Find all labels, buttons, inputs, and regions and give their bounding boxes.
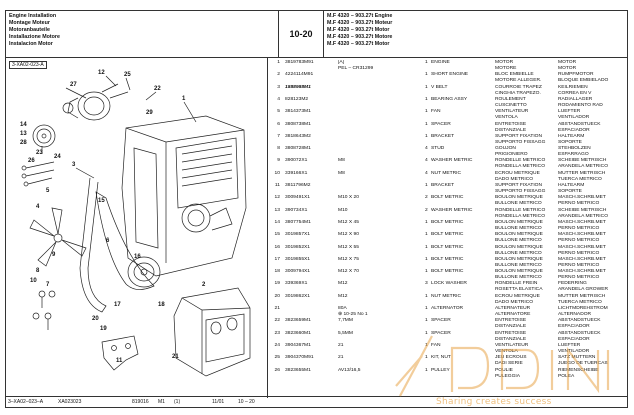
- part-item-number: 12: [274, 195, 280, 201]
- part-quantity: 1: [425, 342, 428, 348]
- parts-row: [268, 85, 627, 97]
- parts-row: [268, 294, 627, 306]
- part-number: 3807754M1: [285, 219, 311, 225]
- header-title-de: Motoranbauteile: [9, 27, 50, 33]
- part-item-number: 14: [274, 219, 280, 225]
- part-description-fr-it: BOULON METRIQUE BULLONE METRICO: [495, 244, 543, 256]
- part-remarks: M12 X 55: [338, 244, 359, 250]
- callout-14: 14: [20, 122, 27, 128]
- part-description-fr-it: MOTOR MOTORE: [495, 60, 517, 71]
- callout-2: 2: [202, 282, 206, 288]
- part-description-fr-it: RONDELLE FREIN ROSETTA ELASTICA: [495, 281, 543, 293]
- part-description-en: PULLEY: [431, 367, 450, 373]
- part-quantity: 1: [425, 219, 428, 225]
- exploded-engine-drawing: [6, 58, 268, 398]
- part-item-number: 23: [274, 330, 280, 336]
- part-description-de-es: RIEMENSCHEIBE POLEA: [558, 367, 599, 379]
- part-number: 339166X1: [285, 170, 308, 176]
- page-frame: [5, 10, 628, 408]
- part-description-de-es: SATZ MUTTERN JUEGO DE TUERCAS: [558, 355, 608, 367]
- callout-22: 22: [154, 86, 161, 92]
- part-description-de-es: RUMPFMOTOR BLOQUE EMBIELADO: [558, 72, 609, 84]
- part-item-number: 20: [274, 293, 280, 299]
- parts-row: [268, 232, 627, 244]
- part-description-fr-it: ECROU METRIQUE DADO METRICO: [495, 293, 540, 305]
- part-description-en: WASHER METRIC: [431, 158, 473, 164]
- part-description-de-es: FEDERRING ARANDELA GROWER: [558, 281, 609, 293]
- parts-row: [268, 343, 627, 355]
- part-quantity: 1: [425, 84, 428, 90]
- callout-21: 21: [172, 354, 179, 360]
- part-description-en: BRACKET: [431, 183, 455, 188]
- callout-15: 15: [98, 198, 105, 204]
- part-item-number: 8: [277, 146, 280, 152]
- part-description-en: BOLT METRIC: [431, 256, 464, 262]
- part-item-number: 7: [277, 133, 280, 139]
- callout-4: 4: [36, 204, 40, 210]
- part-quantity: 1: [425, 109, 428, 115]
- callout-16: 16: [134, 254, 141, 260]
- part-description-de-es: LICHTMDREHSTROM ALTERNADOR: [558, 306, 608, 317]
- part-quantity: 1: [425, 293, 428, 299]
- part-number: 339369X1: [285, 281, 308, 287]
- callout-28: 28: [20, 140, 27, 146]
- part-number: 3808738M1: [285, 121, 311, 127]
- part-item-number: 18: [274, 269, 280, 275]
- part-item-number: 17: [274, 256, 280, 262]
- part-description-de-es: ABSTANDSTUECK ESPACIADOR: [558, 318, 601, 330]
- part-remarks: M12: [338, 293, 348, 299]
- part-description-fr-it: POULIE PULEGGIA: [495, 367, 521, 379]
- parts-row: [268, 331, 627, 343]
- part-quantity: 1: [425, 306, 428, 311]
- part-remarks: [A] PEL – CR31299: [338, 60, 374, 71]
- part-description-fr-it: RONDELLE METRICO RONDELLA METRICO: [495, 207, 546, 219]
- part-quantity: 1: [425, 244, 428, 250]
- part-description-en: SPACER: [431, 318, 451, 324]
- part-item-number: 21: [274, 306, 280, 311]
- part-description-en: ALTERNATOR: [431, 306, 464, 311]
- callout-9: 9: [52, 252, 56, 258]
- parts-row: [268, 245, 627, 257]
- part-quantity: 1: [425, 133, 428, 139]
- parts-row: [268, 72, 627, 84]
- part-description-en: SPACER: [431, 330, 451, 336]
- callout-5: 5: [46, 188, 50, 194]
- callout-24: 24: [54, 154, 61, 160]
- part-description-de-es: MUTTER METRISCH TUERCA METRICO: [558, 293, 606, 305]
- model-title-fr: M.F 4320 – 903.27t Moteur: [327, 20, 393, 26]
- part-remarks: M8: [338, 158, 345, 164]
- part-description-fr-it: VENTILATEUR VENTOLA: [495, 109, 529, 121]
- part-description-de-es: HALTEARM SOPORTE: [558, 183, 585, 194]
- part-item-number: 22: [274, 318, 280, 324]
- parts-row: [268, 257, 627, 269]
- part-description-de-es: MASCH.SCHRB.MET PERNO METRICO: [558, 269, 606, 281]
- part-quantity: 4: [425, 146, 428, 152]
- parts-row: [268, 220, 627, 232]
- part-description-fr-it: BOULON METRIQUE BULLONE METRICO: [495, 232, 543, 244]
- part-description-fr-it: VENTILATEUR VENTOLA: [495, 342, 529, 354]
- part-description-fr-it: ROULEMENT CUSCINETTO: [495, 96, 527, 108]
- callout-25: 25: [124, 72, 131, 78]
- part-number: 3823655M1: [285, 367, 311, 373]
- part-number: 3019852X1: [285, 244, 311, 250]
- header-titles-right: [324, 11, 627, 58]
- parts-row: [268, 208, 627, 220]
- part-description-de-es: MASCH.SCHRB.MET PERNO METRICO: [558, 256, 606, 268]
- part-description-fr-it: SUPPORT FIXATION SUPPORTO FISSAGG: [495, 183, 546, 194]
- part-description-fr-it: ENTRETOISE DISTANZIALE: [495, 121, 527, 133]
- callout-8: 8: [36, 268, 40, 274]
- part-quantity: 1: [425, 256, 428, 262]
- part-description-fr-it: BLOC EMBIELLE MOTORE ALLEGER.: [495, 72, 542, 84]
- part-number: 390734X1: [285, 207, 308, 213]
- part-description-fr-it: COURROIE TRAPEZ CINGHIA TRAPEZO.: [495, 84, 542, 96]
- part-description-en: BOLT METRIC: [431, 219, 464, 225]
- part-remarks: M8: [338, 170, 345, 176]
- part-remarks: 5,5MM: [338, 330, 353, 336]
- part-description-fr-it: ECROU METRIQUE DADO METRICO: [495, 170, 540, 182]
- part-remarks: M12 X 75: [338, 256, 359, 262]
- part-item-number: 1: [277, 60, 280, 65]
- part-quantity: 1: [425, 121, 428, 127]
- footer-drawing-ref2: XA023023: [58, 399, 82, 405]
- part-item-number: 26: [274, 367, 280, 373]
- part-item-number: 24: [274, 342, 280, 348]
- part-description-fr-it: ENTRETOISE DISTANZIALE: [495, 330, 527, 342]
- part-quantity: 2: [425, 195, 428, 201]
- part-description-de-es: ABSTANDSTUECK ESPACIADOR: [558, 330, 601, 342]
- callout-27: 27: [70, 82, 77, 88]
- part-number: 3823659M1: [285, 318, 311, 324]
- part-description-en: KIT, NUT: [431, 355, 451, 361]
- footer-page-code: 819016: [132, 399, 149, 405]
- part-description-de-es: RADIALLAGER RODAMIENTO RAD: [558, 96, 603, 108]
- part-number: 3019855X1: [285, 256, 311, 262]
- callout-13: 13: [20, 131, 27, 137]
- part-description-en: BEARING ASSY: [431, 96, 468, 102]
- part-quantity: 1: [425, 60, 428, 65]
- parts-row: [268, 355, 627, 367]
- part-description-de-es: MASCH.SCHRB.MET PERNO METRICO: [558, 195, 606, 207]
- parts-row: [268, 281, 627, 293]
- model-title-es: M.F 4320 – 903.27t Motor: [327, 41, 390, 47]
- parts-row: [268, 146, 627, 158]
- part-number: 3819783M91: [285, 60, 314, 65]
- part-item-number: 6: [277, 121, 280, 127]
- footer-model: M1: [158, 399, 165, 405]
- parts-row: [268, 171, 627, 183]
- part-description-de-es: ABSTANDSTUECK ESPACIADOR: [558, 121, 601, 133]
- header-title-fr: Montage Moteur: [9, 20, 50, 26]
- header-titles-left: [6, 11, 279, 58]
- part-description-de-es: MUTTER METRISCH TUERCA METRICO: [558, 170, 606, 182]
- part-item-number: 4: [277, 96, 280, 102]
- parts-row: [268, 368, 627, 380]
- part-remarks: 7,7MM: [338, 318, 353, 324]
- part-description-fr-it: ALTERNATEUR ALTERNATORE: [495, 306, 531, 317]
- part-description-en: V BELT: [431, 84, 448, 90]
- part-description-en: SPACER: [431, 121, 451, 127]
- part-number: 1888988M1: [285, 84, 311, 90]
- part-remarks: M10 X 20: [338, 195, 359, 201]
- part-description-de-es: HALTEARM SOPORTE: [558, 133, 585, 145]
- callout-1: 1: [182, 96, 186, 102]
- part-description-en: FAN: [431, 342, 441, 348]
- parts-row: [268, 122, 627, 134]
- part-description-fr-it: GOUJON PRIGIONIERO: [495, 146, 528, 158]
- part-item-number: 10: [274, 170, 280, 176]
- part-item-number: 9: [277, 158, 280, 164]
- part-description-en: BOLT METRIC: [431, 244, 464, 250]
- part-description-en: LOCK WASHER: [431, 281, 467, 287]
- footer-date: 11/01: [212, 399, 225, 405]
- part-quantity: 2: [425, 207, 428, 213]
- parts-row: [268, 318, 627, 330]
- part-item-number: 16: [274, 244, 280, 250]
- part-remarks: 21: [338, 355, 344, 361]
- callout-3: 3: [72, 162, 76, 168]
- part-quantity: 3: [425, 281, 428, 287]
- parts-row: [268, 134, 627, 146]
- part-description-de-es: LUEFTER VENTILADOR: [558, 342, 590, 354]
- part-item-number: 15: [274, 232, 280, 238]
- part-description-de-es: STEHBOLZEN ESPARRAGO: [558, 146, 591, 158]
- part-description-en: BRACKET: [431, 133, 455, 139]
- part-description-de-es: SCHEIBE METRISCH ARANDELA METRICO: [558, 158, 609, 170]
- part-quantity: 1: [425, 355, 428, 361]
- callout-29: 29: [146, 110, 153, 116]
- part-description-en: WASHER METRIC: [431, 207, 473, 213]
- parts-row: [268, 195, 627, 207]
- part-item-number: 2: [277, 72, 280, 78]
- parts-row: [268, 269, 627, 281]
- part-description-en: NUT METRIC: [431, 170, 462, 176]
- part-remarks: AV13/16,5: [338, 367, 361, 373]
- part-description-en: NUT METRIC: [431, 293, 462, 299]
- header-title-it: Installazione Motore: [9, 34, 60, 40]
- part-number: 3814373M1: [285, 109, 311, 115]
- part-remarks: M12: [338, 281, 348, 287]
- model-title-en: M.F 4320 – 903.27t Engine: [327, 13, 393, 19]
- model-title-de: M.F 4320 – 903.27t Motor: [327, 27, 390, 33]
- part-number: 390072X1: [285, 158, 308, 164]
- part-remarks: 21: [338, 342, 344, 348]
- part-remarks: M12 X 45: [338, 219, 359, 225]
- footer-sheet: (1): [174, 399, 181, 405]
- part-description-en: BOLT METRIC: [431, 232, 464, 238]
- part-quantity: 1: [425, 367, 428, 373]
- part-item-number: 11: [274, 183, 280, 188]
- part-description-fr-it: BOULON METRIQUE BULLONE METRICO: [495, 269, 543, 281]
- callout-12: 12: [98, 70, 105, 76]
- callout-26: 26: [28, 158, 35, 164]
- part-description-fr-it: SUPPORT FIXATION SUPPORTO FISSAGG: [495, 133, 546, 145]
- callout-7: 7: [46, 282, 50, 288]
- header-title-en: Engine Installation: [9, 13, 57, 19]
- part-number: 3811796M2: [285, 183, 311, 188]
- engine-illustration: [6, 58, 268, 398]
- parts-row: [268, 183, 627, 195]
- part-quantity: 1: [425, 318, 428, 324]
- part-number: 3019862X1: [285, 293, 311, 299]
- callout-11: 11: [116, 358, 123, 364]
- drawing-ref-tag: 3-XA02-023-A: [9, 61, 47, 69]
- part-description-en: FAN: [431, 109, 441, 115]
- callout-10: 10: [30, 278, 37, 284]
- part-quantity: 1: [425, 96, 428, 102]
- parts-row: [268, 60, 627, 72]
- model-title-it: M.F 4320 – 903.27t Motore: [327, 34, 393, 40]
- callout-6: 6: [106, 238, 110, 244]
- section-code: 10-20: [279, 11, 324, 58]
- part-description-de-es: MASCH.SCHRB.MET PERNO METRICO: [558, 244, 606, 256]
- part-description-fr-it: JEU ECROUS DADI SERIE: [495, 355, 527, 367]
- part-description-de-es: MASCH.SCHRB.MET PERNO METRICO: [558, 232, 606, 244]
- part-remarks: M10: [338, 207, 348, 213]
- part-description-en: BOLT METRIC: [431, 195, 464, 201]
- part-remarks: M12 X 70: [338, 269, 359, 275]
- callout-20: 20: [92, 316, 99, 322]
- part-number: 3904370M91: [285, 355, 314, 361]
- part-quantity: 1: [425, 269, 428, 275]
- part-remarks: 80A ⊕ 10-25 No 1: [338, 306, 368, 317]
- part-number: 3019857X1: [285, 232, 311, 238]
- part-number: 4224114M91: [285, 72, 314, 78]
- part-number: 3808728M1: [285, 146, 311, 152]
- part-quantity: 4: [425, 170, 428, 176]
- parts-row: [268, 306, 627, 318]
- part-item-number: 19: [274, 281, 280, 287]
- part-description-de-es: KEILRIEMEN CORREA EN V: [558, 84, 592, 96]
- watermark-text: Sharing creates success: [436, 397, 552, 407]
- footer-section: 10 – 20: [238, 399, 255, 405]
- part-item-number: 3: [277, 84, 280, 90]
- part-description-de-es: LUEFTER VENTILADOR: [558, 109, 590, 121]
- callout-17: 17: [114, 302, 121, 308]
- parts-list: [268, 60, 627, 398]
- callout-18: 18: [158, 302, 165, 308]
- footer-drawing-ref: 3–XA02–023–A: [8, 399, 44, 405]
- callout-19: 19: [100, 326, 107, 332]
- parts-row: [268, 97, 627, 109]
- part-description-en: SHORT ENGINE: [431, 72, 469, 78]
- part-number: 3009491X1: [285, 195, 311, 201]
- part-description-fr-it: BOULON METRIQUE BULLONE METRICO: [495, 256, 543, 268]
- parts-row: [268, 158, 627, 170]
- part-item-number: 13: [274, 207, 280, 213]
- part-description-en: BOLT METRIC: [431, 269, 464, 275]
- part-quantity: 1: [425, 183, 428, 188]
- part-description-en: STUD: [431, 146, 445, 152]
- parts-row: [268, 109, 627, 121]
- part-quantity: 4: [425, 158, 428, 164]
- part-remarks: M12 X 90: [338, 232, 359, 238]
- part-number: 828123M2: [285, 96, 309, 102]
- part-quantity: 1: [425, 330, 428, 336]
- part-description-de-es: MASCH.SCHRB.MET PERNO METRICO: [558, 219, 606, 231]
- part-number: 3818643M2: [285, 133, 311, 139]
- part-quantity: 1: [425, 72, 428, 78]
- part-number: 3904367M1: [285, 342, 311, 348]
- part-number: 3009794X1: [285, 269, 311, 275]
- part-description-fr-it: ENTRETOISE DISTANZIALE: [495, 318, 527, 330]
- part-description-fr-it: RONDELLE METRICO RONDELLA METRICO: [495, 158, 546, 170]
- part-item-number: 5: [277, 109, 280, 115]
- part-description-fr-it: BOULON METRIQUE BULLONE METRICO: [495, 219, 543, 231]
- part-description-en: ENGINE: [431, 60, 450, 65]
- part-item-number: 25: [274, 355, 280, 361]
- part-description-de-es: MOTOR MOTOR: [558, 60, 577, 71]
- part-description-de-es: SCHEIBE METRISCH ARANDELA METRICO: [558, 207, 609, 219]
- header-title-es: Instalacion Motor: [9, 41, 53, 47]
- callout-23: 23: [36, 150, 43, 156]
- part-description-fr-it: BOULON METRIQUE BULLONE METRICO: [495, 195, 543, 207]
- part-number: 3823660M1: [285, 330, 311, 336]
- part-quantity: 1: [425, 232, 428, 238]
